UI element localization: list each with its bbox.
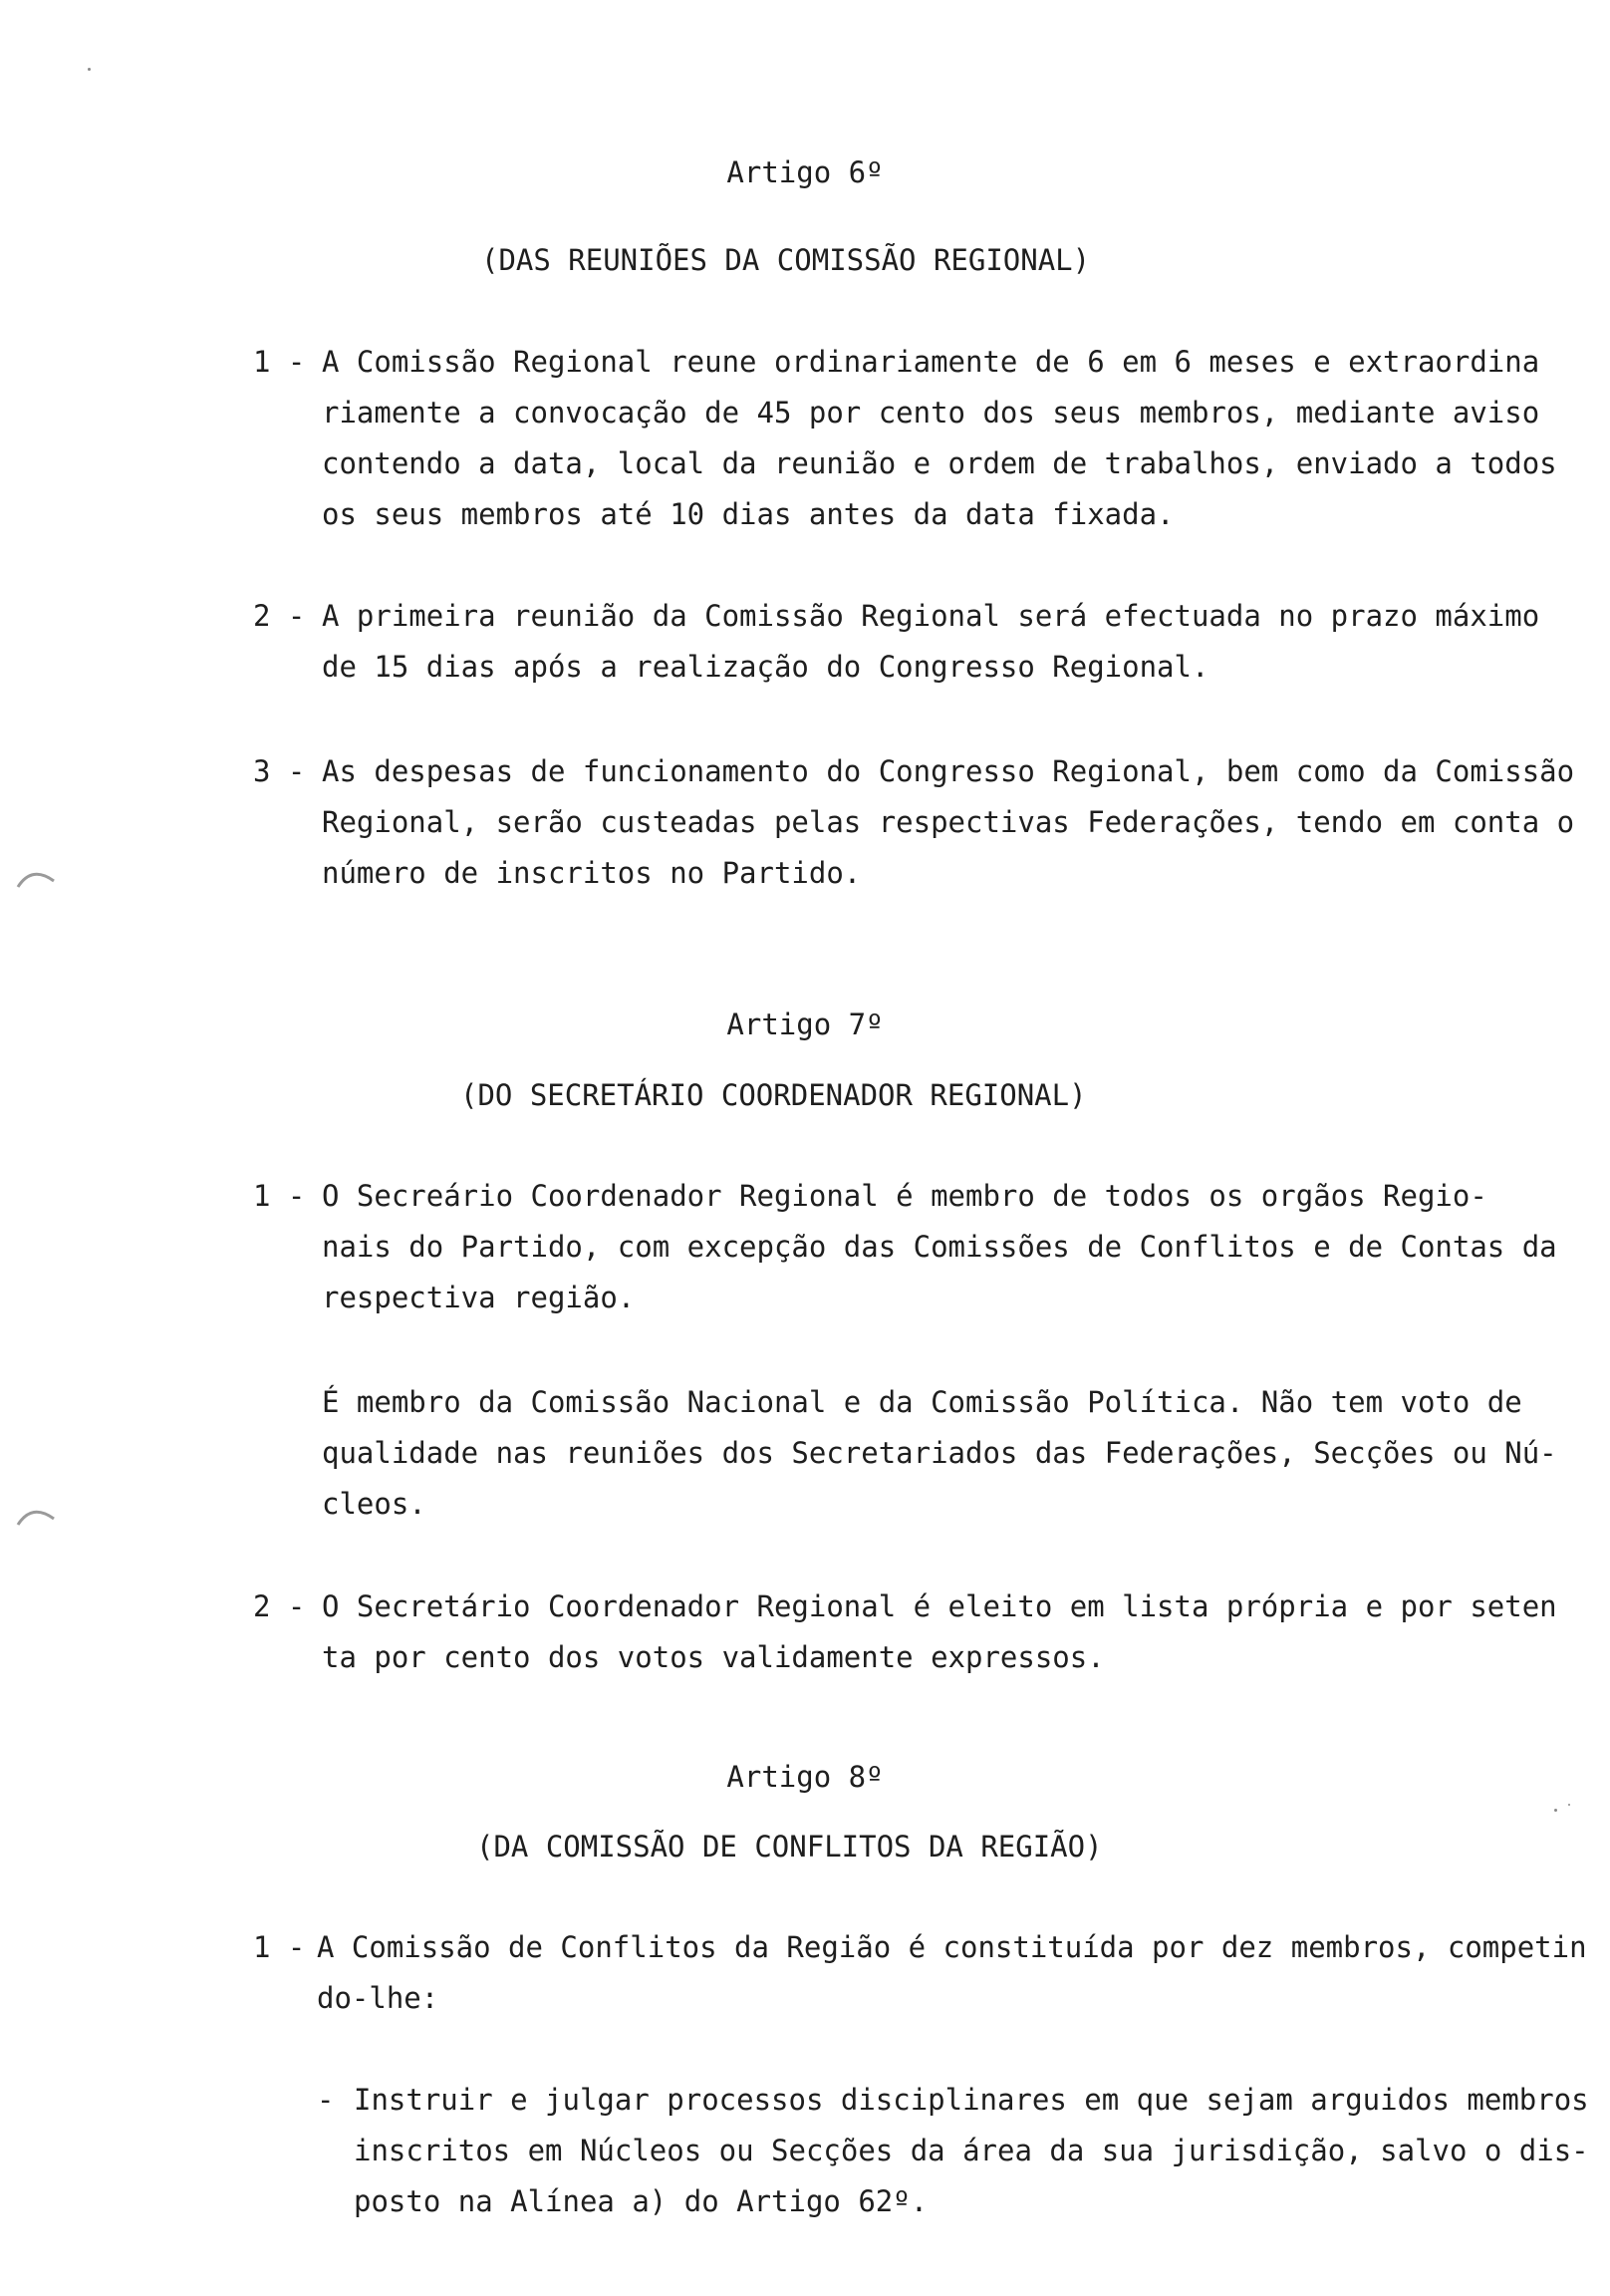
- paragraph-line: inscritos em Núcleos ou Secções da área da sua jurisdição, salvo o dis-: [354, 2134, 1589, 2167]
- paragraph-line: cleos.: [322, 1487, 426, 1521]
- paragraph-line: número de inscritos no Partido.: [322, 856, 862, 890]
- paragraph-line: As despesas de funcionamento do Congresso Regional, bem como da Comissão: [322, 754, 1575, 788]
- art8-title: (DA COMISSÃO DE CONFLITOS DA REGIÃO): [476, 1830, 1103, 1864]
- art6-item3-text: [322, 746, 1574, 899]
- art6-item3-number: 3 -: [253, 754, 306, 788]
- art7-title: (DO SECRETÁRIO COORDENADOR REGIONAL): [460, 1078, 1087, 1112]
- paragraph-line: contendo a data, local da reunião e ordem de trabalhos, enviado a todos: [322, 446, 1557, 480]
- art7-item2-text: [322, 1581, 1557, 1683]
- punch-hole-mark-icon: [12, 857, 62, 907]
- art8-item1-number: 1 -: [253, 1930, 306, 1964]
- paragraph-line: posto na Alínea a) do Artigo 62º.: [354, 2184, 929, 2218]
- paragraph-line: os seus membros até 10 dias antes da data fixada.: [322, 497, 1175, 531]
- scan-speck: [1554, 1809, 1557, 1812]
- art6-heading: Artigo 6º: [726, 155, 884, 189]
- scan-speck: [1568, 1804, 1570, 1806]
- art6-title: (DAS REUNIÕES DA COMISSÃO REGIONAL): [481, 243, 1091, 277]
- paragraph-line: O Secretário Coordenador Regional é eleito em lista própria e por seten: [322, 1589, 1557, 1623]
- art8-heading: Artigo 8º: [726, 1760, 884, 1794]
- paragraph-line: de 15 dias após a realização do Congresso Regional.: [322, 650, 1209, 684]
- art8-item1-text: [317, 1922, 1587, 2024]
- paragraph-line: A Comissão de Conflitos da Região é constituída por dez membros, competin: [317, 1930, 1587, 1964]
- paragraph-line: Regional, serão custeadas pelas respectivas Federações, tendo em conta o: [322, 805, 1575, 839]
- art8-subitem-text: [354, 2075, 1589, 2227]
- paragraph-line: nais do Partido, com excepção das Comissões de Conflitos e de Contas da: [322, 1230, 1557, 1264]
- paragraph-line: respectiva região.: [322, 1281, 636, 1314]
- paragraph-line: qualidade nas reuniões dos Secretariados das Federações, Secções ou Nú-: [322, 1436, 1557, 1470]
- art7-heading: Artigo 7º: [726, 1007, 884, 1041]
- art7-item1-text: [322, 1171, 1557, 1323]
- art8-sub-bullet: -: [317, 2083, 335, 2117]
- punch-hole-mark-icon: [12, 1495, 62, 1545]
- paragraph-line: do-lhe:: [317, 1981, 439, 2015]
- art7-item2-number: 2 -: [253, 1589, 306, 1623]
- paragraph-line: A primeira reunião da Comissão Regional será efectuada no prazo máximo: [322, 599, 1540, 633]
- paragraph-line: ta por cento dos votos validamente expressos.: [322, 1640, 1105, 1674]
- paragraph-line: riamente a convocação de 45 por cento dos seus membros, mediante aviso: [322, 396, 1540, 430]
- art7-item1-number: 1 -: [253, 1179, 306, 1213]
- art7-item1-extra-text: [322, 1377, 1557, 1530]
- paragraph-line: A Comissão Regional reune ordinariamente de 6 em 6 meses e extraordina: [322, 345, 1540, 379]
- art6-item2-text: [322, 591, 1539, 693]
- art6-item2-number: 2 -: [253, 599, 306, 633]
- art6-item1-number: 1 -: [253, 345, 306, 379]
- paragraph-line: Instruir e julgar processos disciplinares em que sejam arguidos membros: [354, 2083, 1589, 2117]
- paragraph-line: O Secreário Coordenador Regional é membro de todos os orgãos Regio-: [322, 1179, 1487, 1213]
- art6-item1-text: [322, 337, 1557, 540]
- paragraph-line: É membro da Comissão Nacional e da Comissão Política. Não tem voto de: [322, 1385, 1522, 1419]
- scan-speck: [88, 68, 91, 71]
